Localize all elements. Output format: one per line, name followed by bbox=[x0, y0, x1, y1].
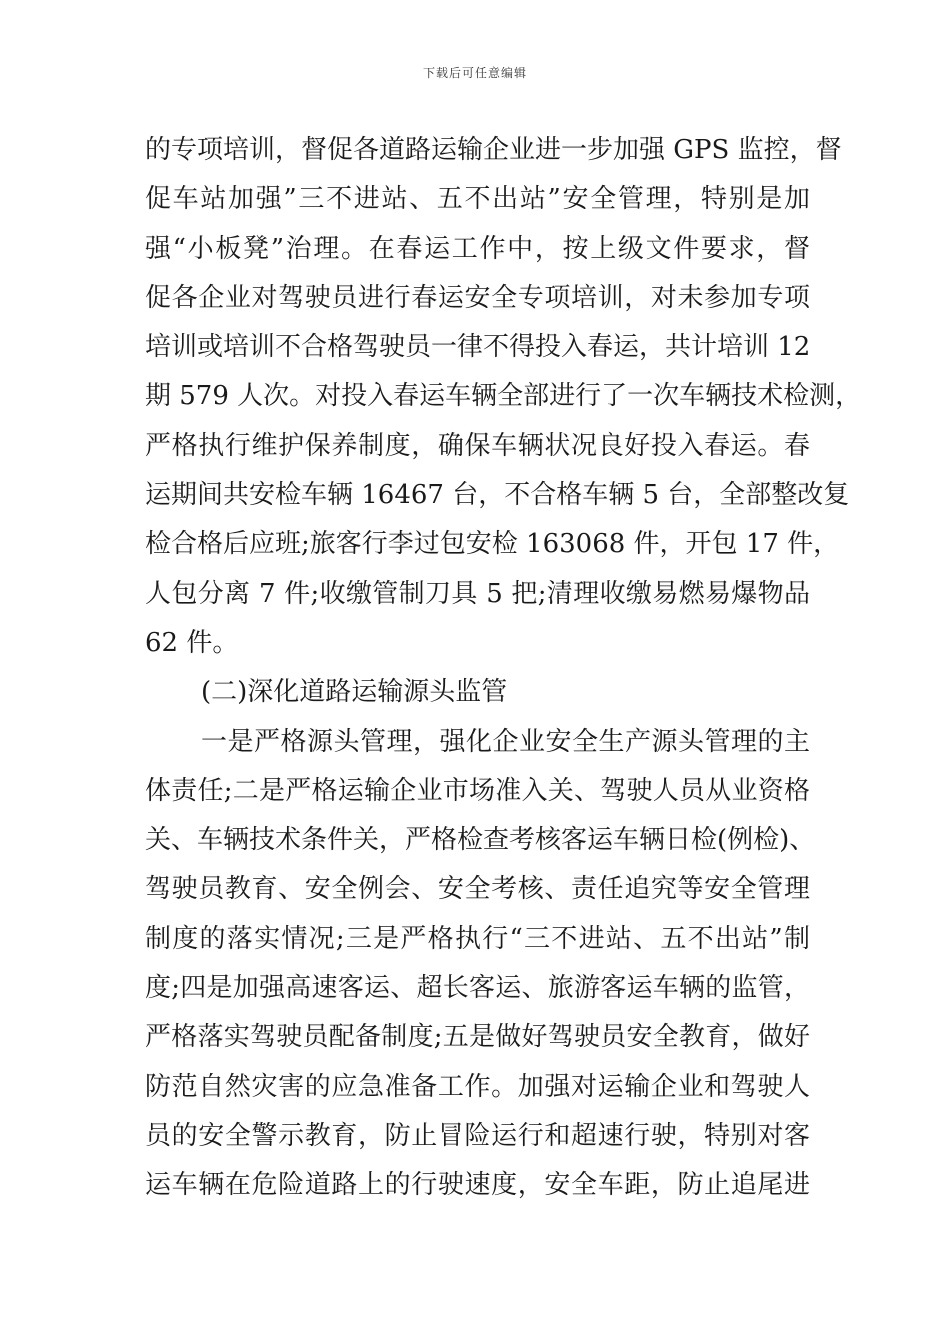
body-line: 的专项培训，督促各道路运输企业进一步加强 GPS 监控，督 bbox=[145, 135, 842, 165]
body-line: 体责任;二是严格运输企业市场准入关、驾驶人员从业资格 bbox=[145, 775, 810, 806]
body-line: 运期间共安检车辆 16467 台，不合格车辆 5 台，全部整改复 bbox=[145, 480, 850, 511]
body-line: 关、车辆技术条件关，严格检查考核客运车辆日检(例检)、 bbox=[145, 825, 816, 856]
body-line: 严格落实驾驶员配备制度;五是做好驾驶员安全教育，做好 bbox=[145, 1022, 810, 1053]
body-line: 促各企业对驾驶员进行春运安全专项培训，对未参加专项 bbox=[145, 282, 810, 313]
body-line: 培训或培训不合格驾驶员一律不得投入春运，共计培训 12 bbox=[145, 332, 811, 363]
body-line: 制度的落实情况;三是严格执行“三不进站、五不出站”制 bbox=[145, 923, 810, 954]
body-line: 驾驶员教育、安全例会、安全考核、责任追究等安全管理 bbox=[145, 874, 810, 905]
body-line: 运车辆在危险道路上的行驶速度，安全车距，防止追尾进 bbox=[145, 1170, 810, 1201]
body-line: 人包分离 7 件;收缴管制刀具 5 把;清理收缴易燃易爆物品 bbox=[145, 578, 810, 609]
body-line: 员的安全警示教育，防止冒险运行和超速行驶，特别对客 bbox=[145, 1120, 810, 1151]
body-line: 严格执行维护保养制度，确保车辆状况良好投入春运。春 bbox=[145, 430, 810, 461]
body-line: 一是严格源头管理，强化企业安全生产源头管理的主 bbox=[201, 726, 810, 757]
page-header-note: 下载后可任意编辑 bbox=[422, 66, 527, 80]
body-line: 检合格后应班;旅客行李过包安检 163068 件，开包 17 件， bbox=[145, 529, 840, 560]
section-heading: (二)深化道路运输源头监管 bbox=[201, 677, 508, 708]
body-line: 防范自然灾害的应急准备工作。加强对运输企业和驾驶人 bbox=[145, 1071, 810, 1102]
document-body bbox=[145, 130, 862, 1215]
body-line: 期 579 人次。对投入春运车辆全部进行了一次车辆技术检测， bbox=[145, 381, 862, 412]
body-line: 62 件。 bbox=[145, 627, 239, 658]
body-line: 度;四是加强高速客运、超长客运、旅游客运车辆的监管， bbox=[145, 973, 810, 1004]
body-line: 促车站加强”三不进站、五不出站”安全管理，特别是加 bbox=[145, 184, 810, 215]
body-line: 强“小板凳”治理。在春运工作中，按上级文件要求，督 bbox=[145, 233, 810, 264]
